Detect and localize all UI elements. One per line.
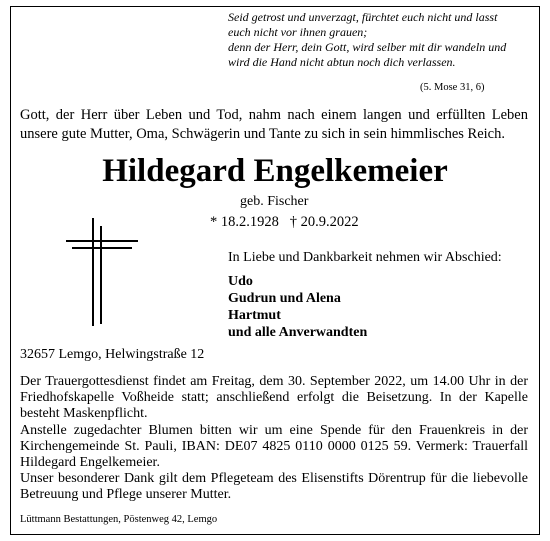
donation-info: Anstelle zugedachter Blumen bitten wir um eine Spende für den Frauenkreis in der Kirchengemeinde St. Pauli, IBAN: DE07 4825 0110 0000 0125 59. Vermerk: Trauerfall Hildegard Engelkemeier.	[20, 423, 528, 470]
cross-icon	[62, 218, 142, 326]
verse-reference: (5. Mose 31, 6)	[420, 82, 485, 93]
life-dates: * 18.2.1928 † 20.9.2022	[210, 214, 359, 230]
mourner-name: Gudrun und Alena	[228, 291, 341, 306]
service-info: Der Trauergottesdienst findet am Freitag, dem 30. September 2022, um 14.00 Uhr in der Friedhofskapelle Voßheide statt; anschließend erfolgt die Beisetzung. In der Kapelle besteht Maskenpflicht.	[20, 374, 528, 421]
bible-verse	[228, 10, 518, 70]
mourners-list	[228, 273, 367, 341]
verse-line: wird die Hand nicht abtun noch dich verlassen.	[228, 55, 456, 69]
verse-line: Seid getrost und unverzagt, fürchtet euch nicht und lasst	[228, 10, 498, 24]
intro-text: Gott, der Herr über Leben und Tod, nahm nach einem langen und erfüllten Leben unsere gute Mutter, Oma, Schwägerin und Tante zu sich in sein himmlisches Reich.	[20, 107, 528, 142]
verse-line: denn der Herr, dein Gott, wird selber mit dir wandeln und	[228, 40, 507, 54]
maiden-name: geb. Fischer	[240, 194, 309, 209]
mourner-name: und alle Anverwandten	[228, 325, 368, 340]
funeral-home: Lüttmann Bestattungen, Pöstenweg 42, Lemgo	[20, 514, 218, 525]
verse-line: euch nicht vor ihnen grauen;	[228, 25, 368, 39]
thanks-info: Unser besonderer Dank gilt dem Pflegeteam des Elisenstifts Dörentrup für die liebevolle Betreuung und Pflege unserer Mutter.	[20, 471, 528, 502]
mourner-name: Udo	[228, 274, 253, 289]
family-address: 32657 Lemgo, Helwingstraße 12	[20, 347, 205, 362]
farewell-text: In Liebe und Dankbarkeit nehmen wir Abschied:	[228, 250, 502, 265]
deceased-name: Hildegard Engelkemeier	[102, 153, 448, 189]
mourner-name: Hartmut	[228, 308, 281, 323]
